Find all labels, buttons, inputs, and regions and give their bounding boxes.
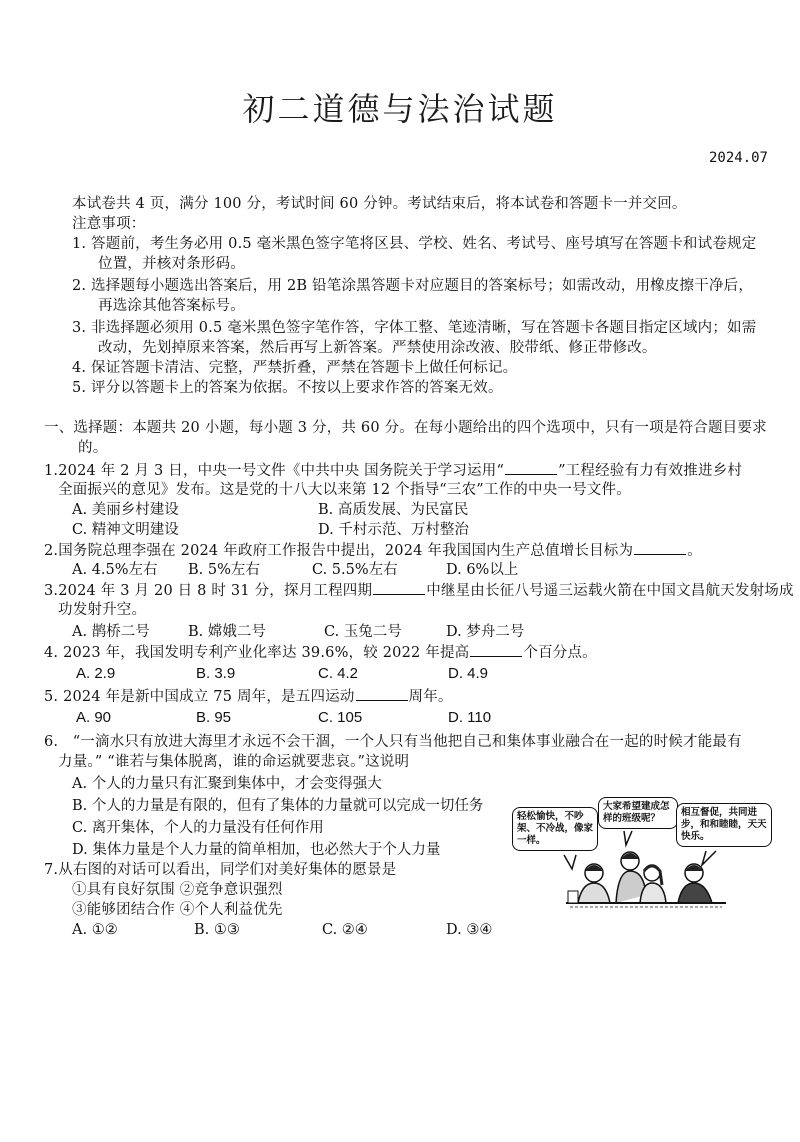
question-7-option-d[interactable]: D. ③④ [446,922,493,938]
question-2-option-d[interactable]: D. 6%以上 [446,562,519,578]
answer-blank [470,642,522,657]
question-number: 2. [44,543,59,559]
question-3-option-c[interactable]: C. 玉兔二号 [324,624,402,640]
question-7-option-c[interactable]: C. ②④ [322,922,368,938]
question-2-option-c[interactable]: C. 5.5%左右 [312,562,398,578]
exam-title: 初二道德与法治试题 [242,90,558,128]
notice-1-line2: 位置，并核对条形码。 [98,256,245,272]
notice-heading: 注意事项： [72,216,146,232]
question-7-option-a[interactable]: A. ①② [72,922,118,938]
question-5-option-d[interactable]: D. 110 [448,709,492,726]
question-2-stem: 2.国务院总理李强在 2024 年政府工作报告中提出，2024 年我国国内生产总值增长目标为 。 [44,540,702,561]
notice-4: 4. 保证答题卡清洁、完整，严禁折叠，严禁在答题卡上做任何标记。 [72,360,518,376]
question-number: 1. [44,463,59,479]
question-7-stem: 7.从右图的对话可以看出，同学们对美好集体的愿景是 [44,862,397,878]
question-3-stem-line2: 功发射升空。 [58,602,147,618]
question-6-option-b[interactable]: B. 个人的力量是有限的，但有了集体的力量就可以完成一切任务 [72,798,484,814]
question-5-stem: 5. 2024 年是新中国成立 75 周年，是五四运动 周年。 [44,686,453,707]
speech-bubble-right: 相互督促，共同进步，和和睦睦，天天快乐。 [676,803,772,847]
answer-blank [356,686,408,701]
question-6-option-c[interactable]: C. 离开集体，个人的力量没有任何作用 [72,820,324,836]
exam-summary: 本试卷共 4 页，满分 100 分，考试时间 60 分钟。考试结束后，将本试卷和答题卡一并交回。 [72,196,687,212]
notice-2-line1: 2. 选择题每小题选出答案后，用 2B 铅笔涂黑答题卡对应题目的答案标号；如需改动，用橡皮擦干净后， [72,278,754,294]
question-7-option-b[interactable]: B. ①③ [194,922,240,938]
speech-bubble-middle: 大家希望建成怎样的班级呢？ [598,797,678,829]
students-drawing-icon [506,795,776,910]
question-number: 7. [44,862,59,878]
question-1-option-a[interactable]: A. 美丽乡村建设 [72,502,179,518]
question-1-stem-line2: 全面振兴的意见》发布。这是党的十八大以来第 12 个指导“三农”工作的中央一号文件。 [58,482,631,498]
question-number: 6. [44,734,59,750]
answer-blank [634,540,686,555]
notice-3-line2: 改动，先划掉原来答案，然后再写上新答案。严禁使用涂改液、胶带纸、修正带修改。 [98,340,657,356]
question-2-option-b[interactable]: B. 5%左右 [188,562,260,578]
question-4-option-b[interactable]: B. 3.9 [196,665,236,682]
question-5-option-c[interactable]: C. 105 [318,709,363,726]
question-1-option-b[interactable]: B. 高质发展、为民富民 [318,502,469,518]
question-1-stem: 1.2024 年 2 月 3 日，中央一号文件《中共中央 国务院关于学习运用“ ”工程经验有力有效推进乡村 [44,460,742,481]
question-3-option-a[interactable]: A. 鹊桥二号 [72,624,150,640]
answer-blank [373,580,425,595]
question-2-option-a[interactable]: A. 4.5%左右 [72,562,158,578]
question-5-option-b[interactable]: B. 95 [196,709,232,726]
notice-5: 5. 评分以答题卡上的答案为依据。不按以上要求作答的答案无效。 [72,380,503,396]
question-3-option-b[interactable]: B. 嫦娥二号 [188,624,266,640]
question-3-stem: 3.2024 年 3 月 20 日 8 时 31 分，探月工程四期 中继星由长征八号遥三运载火箭在中国文昌航天发射场成 [44,580,794,601]
question-7-statements-2: ③能够团结合作 ④个人利益优先 [72,902,283,918]
question-3-option-d[interactable]: D. 梦舟二号 [446,624,525,640]
section-heading-line2: 的。 [78,440,108,456]
classroom-dialogue-cartoon [506,795,776,910]
question-6-option-d[interactable]: D. 集体力量是个人力量的简单相加，也必然大于个人力量 [72,842,441,858]
question-6-option-a[interactable]: A. 个人的力量只有汇聚到集体中，才会变得强大 [72,776,382,792]
question-4-option-a[interactable]: A. 2.9 [76,665,116,682]
exam-date: 2024.07 [708,150,768,166]
question-number: 5. [44,689,59,705]
notice-1-line1: 1. 答题前，考生务必用 0.5 毫米黑色签字笔将区县、学校、姓名、考试号、座号填写在答题卡和试卷规定 [72,236,757,252]
question-6-stem-line2: 力量。” “谁若与集体脱离，谁的命运就要悲哀。”这说明 [58,754,410,770]
speech-bubble-left: 轻松愉快，不吵架、不冷战，像家一样。 [512,807,598,851]
question-6-stem: 6. “一滴水只有放进大海里才永远不会干涸，一个人只有当他把自己和集体事业融合在一起的时候才能最有 [44,734,742,750]
question-number: 3. [44,583,59,599]
question-1-option-d[interactable]: D. 千村示范、万村整治 [318,522,469,538]
question-1-option-c[interactable]: C. 精神文明建设 [72,522,179,538]
question-4-option-c[interactable]: C. 4.2 [318,665,359,682]
notice-2-line2: 再选涂其他答案标号。 [98,298,245,314]
section-heading-line1: 一、选择题：本题共 20 小题，每小题 3 分，共 60 分。在每小题给出的四个选项中，只有一项是符合题目要求 [44,420,767,436]
question-4-stem: 4. 2023 年，我国发明专利产业化率达 39.6%，较 2022 年提高 个百分点。 [44,642,597,663]
question-number: 4. [44,645,59,661]
question-5-option-a[interactable]: A. 90 [76,709,112,726]
question-7-statements-1: ①具有良好氛围 ②竞争意识强烈 [72,882,283,898]
notice-3-line1: 3. 非选择题必须用 0.5 毫米黑色签字笔作答，字体工整、笔迹清晰，写在答题卡各题目指定区域内；如需 [72,320,757,336]
question-4-option-d[interactable]: D. 4.9 [448,665,489,682]
answer-blank [505,460,557,475]
